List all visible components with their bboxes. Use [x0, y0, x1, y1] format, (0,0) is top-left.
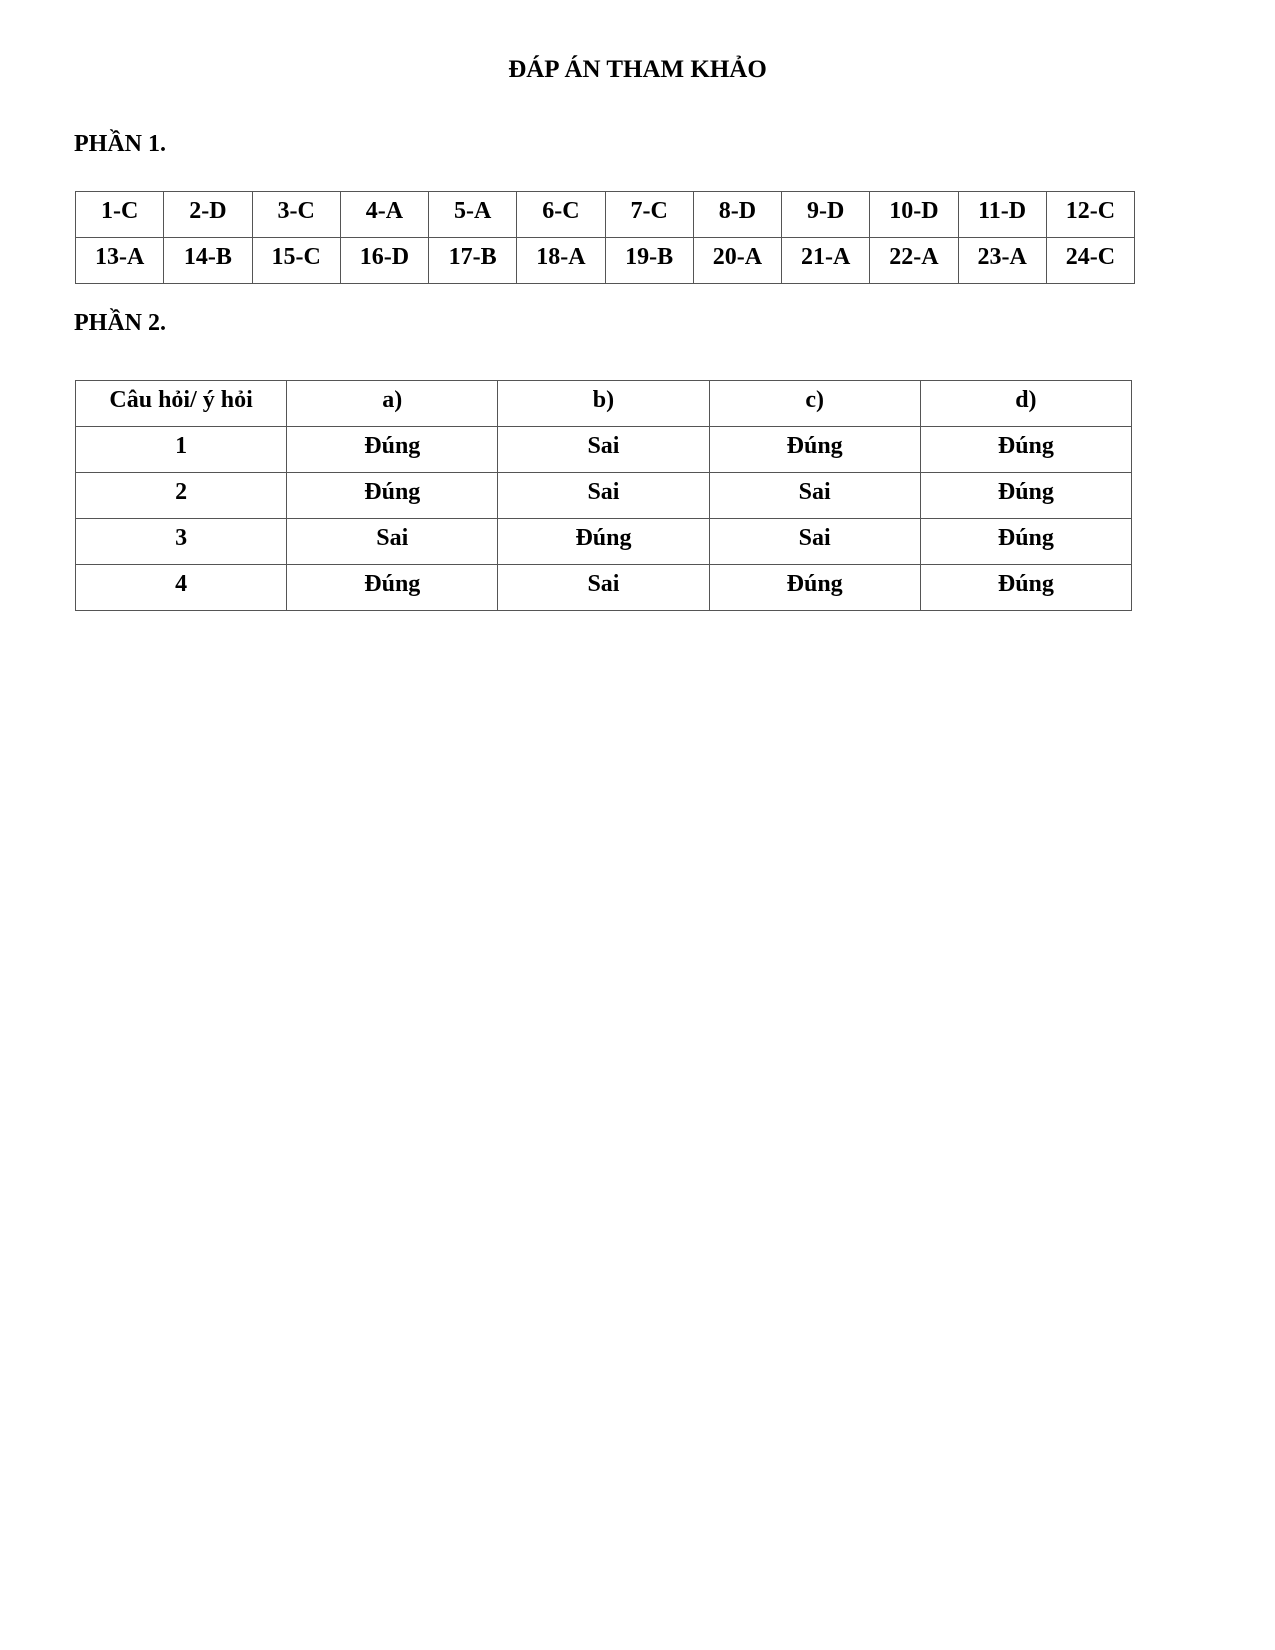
answer-cell: 12-C [1046, 192, 1134, 238]
part1-heading: PHẦN 1. [74, 131, 166, 157]
true-false-cell: Sai [709, 519, 920, 565]
true-false-cell: Đúng [287, 427, 498, 473]
table-row [76, 519, 1132, 565]
answer-cell: 14-B [164, 238, 252, 284]
true-false-cell: Sai [287, 519, 498, 565]
table-row [76, 427, 1132, 473]
question-number-cell: 1 [76, 427, 287, 473]
true-false-cell: Đúng [920, 473, 1131, 519]
true-false-cell: Sai [709, 473, 920, 519]
table-header-row [76, 381, 1132, 427]
true-false-cell: Đúng [498, 519, 709, 565]
answer-cell: 9-D [782, 192, 870, 238]
answer-cell: 7-C [605, 192, 693, 238]
column-header-option: b) [498, 381, 709, 427]
column-header-option: d) [920, 381, 1131, 427]
true-false-cell: Đúng [920, 565, 1131, 611]
true-false-cell: Đúng [287, 565, 498, 611]
question-number-cell: 2 [76, 473, 287, 519]
answer-cell: 22-A [870, 238, 958, 284]
part2-heading: PHẦN 2. [74, 310, 166, 336]
answer-cell: 21-A [782, 238, 870, 284]
answer-cell: 23-A [958, 238, 1046, 284]
answer-cell: 8-D [693, 192, 781, 238]
table-row [76, 565, 1132, 611]
answer-cell: 24-C [1046, 238, 1134, 284]
true-false-cell: Đúng [920, 519, 1131, 565]
table-row [76, 473, 1132, 519]
question-number-cell: 3 [76, 519, 287, 565]
answer-cell: 10-D [870, 192, 958, 238]
answer-cell: 6-C [517, 192, 605, 238]
answer-cell: 13-A [76, 238, 164, 284]
true-false-cell: Sai [498, 565, 709, 611]
answer-cell: 3-C [252, 192, 340, 238]
table-row [76, 238, 1135, 284]
column-header-question: Câu hỏi/ ý hỏi [76, 381, 287, 427]
answer-cell: 17-B [429, 238, 517, 284]
answer-cell: 18-A [517, 238, 605, 284]
table-row [76, 192, 1135, 238]
answer-cell: 4-A [340, 192, 428, 238]
answer-cell: 1-C [76, 192, 164, 238]
answer-cell: 5-A [429, 192, 517, 238]
page-title: ĐÁP ÁN THAM KHẢO [508, 56, 767, 83]
true-false-cell: Đúng [287, 473, 498, 519]
true-false-cell: Đúng [920, 427, 1131, 473]
question-number-cell: 4 [76, 565, 287, 611]
answer-cell: 19-B [605, 238, 693, 284]
true-false-cell: Đúng [709, 565, 920, 611]
answer-cell: 11-D [958, 192, 1046, 238]
column-header-option: a) [287, 381, 498, 427]
part2-answer-table [75, 380, 1132, 611]
answer-cell: 15-C [252, 238, 340, 284]
answer-cell: 16-D [340, 238, 428, 284]
true-false-cell: Đúng [709, 427, 920, 473]
part1-answer-table [75, 191, 1135, 284]
answer-cell: 20-A [693, 238, 781, 284]
answer-cell: 2-D [164, 192, 252, 238]
true-false-cell: Sai [498, 473, 709, 519]
column-header-option: c) [709, 381, 920, 427]
true-false-cell: Sai [498, 427, 709, 473]
